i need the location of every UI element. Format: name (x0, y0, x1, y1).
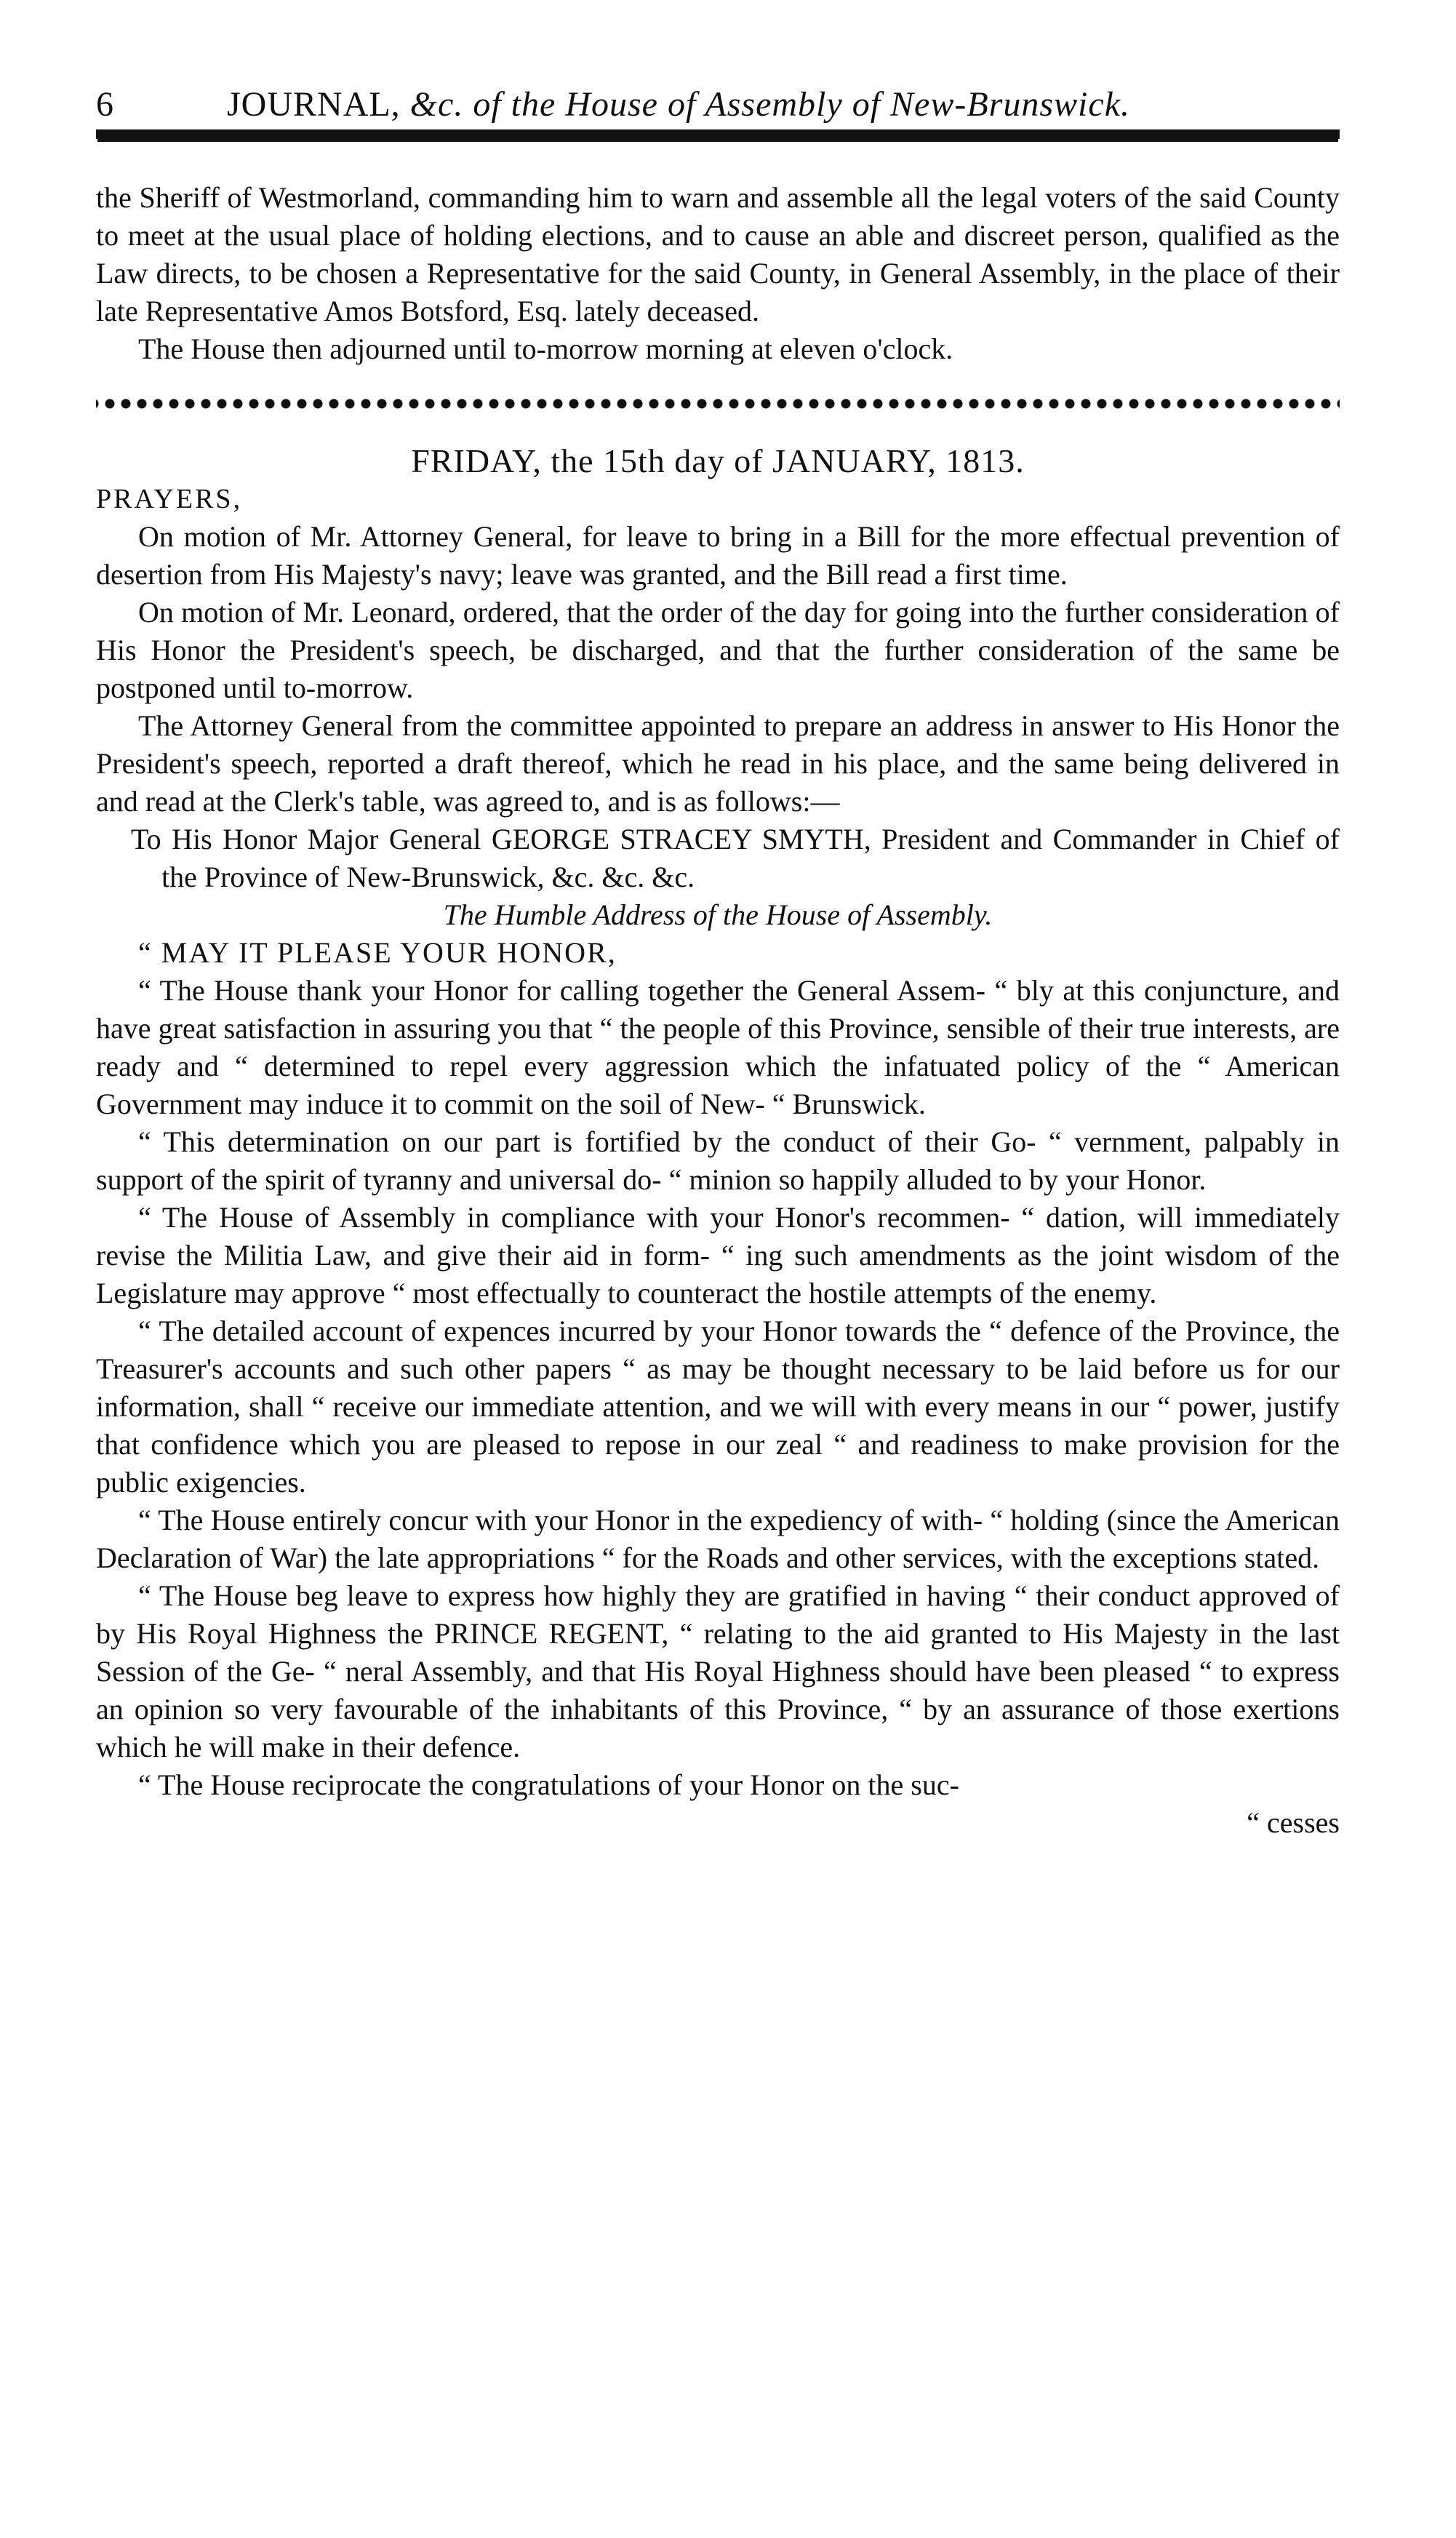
paragraph-continued: the Sheriff of Westmorland, commanding him to warn and assemble all the legal voters of the said County to meet at the usual place of holding elections, and to cause an able and discreet person, qualified as the Law directs, to be chosen a Representative for the said County, in General Assembly, in the place of their late Representative Amos Botsford, Esq. lately deceased. (96, 181, 1340, 327)
address-paragraph-3: “ The House of Assembly in compliance with your Honor's recommen- “ dation, will immediately revise the Militia Law, and give their aid in form- “ ing such amendments as the joint wisdom of the Legislature may approve “ most effectually to counteract the hostile attempts of the enemy. (96, 1201, 1340, 1309)
title-italic: of the House of Assembly of New-Brunswick. (463, 85, 1130, 124)
title-roman: JOURNAL, (227, 85, 410, 124)
running-title (227, 76, 1130, 134)
address-paragraph-5: “ The House entirely concur with your Honor in the expediency of with- “ holding (since the American Declaration of War) the late appropriations “ for the Roads and other services, with the exceptions stated. (96, 1504, 1340, 1574)
address-paragraph-1: “ The House thank your Honor for calling together the General Assem- “ bly at this conjuncture, and have great satisfaction in assuring you that “ the people of this Province, sensible of their true interests, are ready and “ determined to repel every aggression which the infatuated policy of the “ American Government may induce it to commit on the soil of New- “ Brunswick. (96, 974, 1340, 1120)
address-paragraph-6: “ The House beg leave to express how highly they are gratified in having “ their conduct approved of by His Royal Highness the PRINCE REGENT, “ relating to the aid granted to His Majesty in the last Session of the Ge- “ neral Assembly, and that His Royal Highness should have been pleased “ to express an opinion so very favourable of the inhabitants of this Province, “ by an assurance of those exertions which he will make in their defence. (96, 1579, 1340, 1763)
running-header (96, 76, 1340, 134)
address-paragraph-4: “ The detailed account of expences incurred by your Honor towards the “ defence of the Province, the Treasurer's accounts and such other papers “ as may be thought necessary to be laid before us for our information, shall “ receive our immediate attention, and we will with every means in our “ power, justify that confidence which you are pleased to repose in our zeal “ and readiness to make provision for the public exigencies. (96, 1314, 1340, 1499)
paragraph-adjourned: The House then adjourned until to-morrow morning at eleven o'clock. (138, 332, 953, 365)
paragraph-committee-report: The Attorney General from the committee appointed to prepare an address in answer to His Honor the President's speech, reported a draft thereof, which he read in his place, and the same being delivered in and read at the Clerk's table, was agreed to, and is as follows:— (96, 709, 1340, 818)
paragraph-motion-leonard: On motion of Mr. Leonard, ordered, that the order of the day for going into the further consideration of His Honor the President's speech, be discharged, and that the further consideration of the same be postponed until to-morrow. (96, 596, 1340, 704)
header-rule (96, 129, 1340, 139)
journal-body (96, 179, 1340, 1842)
paragraph-motion-attorney: On motion of Mr. Attorney General, for leave to bring in a Bill for the more effectual prevention of desertion from His Majesty's navy; leave was granted, and the Bill read a first time. (96, 520, 1340, 591)
title-amp: &c. (409, 85, 464, 124)
ornamental-divider (96, 393, 1340, 415)
address-title: The Humble Address of the House of Assembly. (443, 898, 993, 931)
address-paragraph-2: “ This determination on our part is fortified by the conduct of their Go- “ vernment, palpably in support of the spirit of tyranny and universal do- “ minion so happily alluded to by your Honor. (96, 1125, 1340, 1196)
page-number: 6 (96, 85, 113, 124)
catchword: “ cesses (1247, 1806, 1340, 1839)
address-paragraph-7: “ The House reciprocate the congratulations of your Honor on the suc- (138, 1768, 959, 1801)
address-recipient: To His Honor Major General GEORGE STRACEY SMYTH, President and Commander in Chief of the Province of New-Brunswick, &c. &c. &c. (131, 823, 1340, 893)
prayers-label: PRAYERS, (96, 484, 243, 514)
date-heading: FRIDAY, the 15th day of JANUARY, 1813. (411, 442, 1025, 479)
address-salutation: “ MAY IT PLEASE YOUR HONOR, (138, 936, 617, 969)
